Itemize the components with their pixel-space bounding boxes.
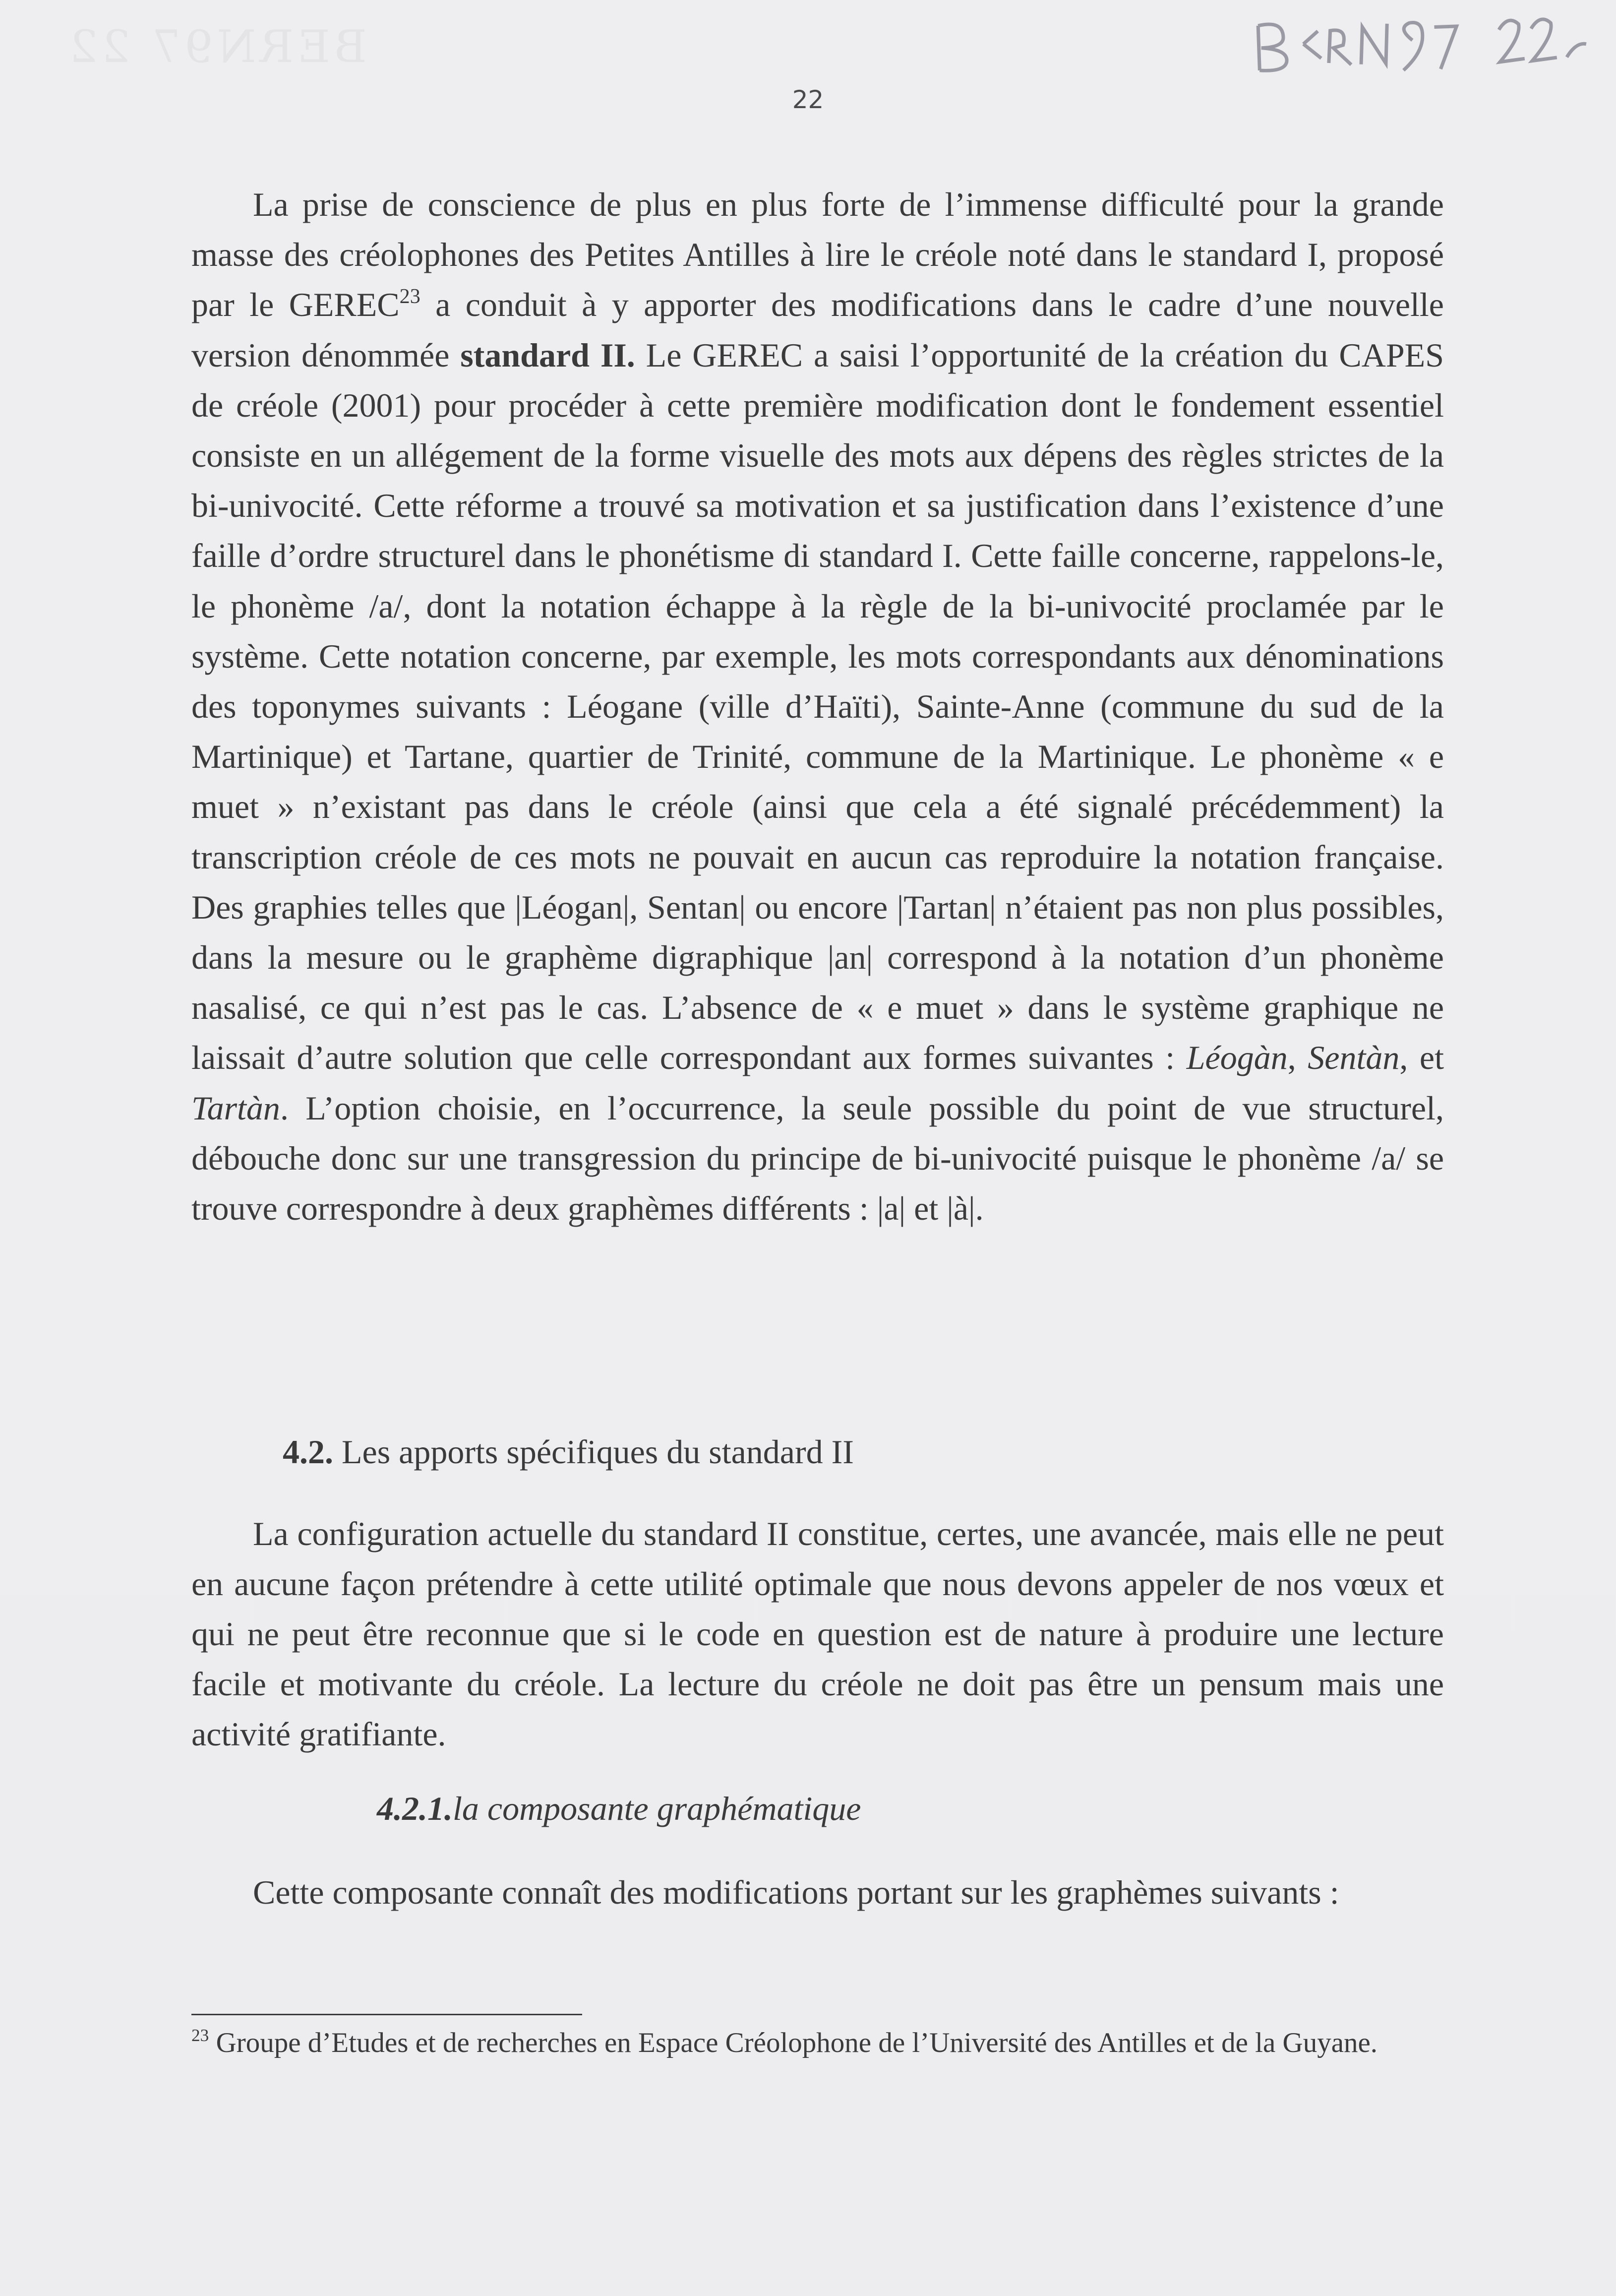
svg-text:BERN97 22: BERN97 22 bbox=[65, 21, 367, 73]
page-number: 22 bbox=[792, 85, 824, 114]
handwritten-reference-mark bbox=[1248, 0, 1608, 99]
footnote-23 bbox=[191, 2023, 1444, 2063]
section-title: Les apports spécifiques du standard II bbox=[333, 1433, 854, 1471]
footnote-separator bbox=[191, 2014, 582, 2015]
section-heading-4-2 bbox=[283, 1432, 854, 1472]
subsection-title: la composante graphématique bbox=[453, 1790, 861, 1827]
subsection-number: 4.2.1. bbox=[377, 1790, 453, 1827]
paragraph-1-text-b: a conduit à y apporter des modifications dans le cadre d’une nouvelle version dénommée bbox=[191, 286, 1444, 374]
separator-1: , bbox=[1287, 1039, 1308, 1077]
handwritten-reference-graphic bbox=[1248, 0, 1607, 86]
paragraph-1-text-d: . L’option choisie, en l’occurrence, la seule possible du point de vue structurel, débouche donc sur une transgression du principe de bi-univocité puisque le phonème /a/ se trouve correspondre à deux graphèmes différents : |a| et |à|. bbox=[191, 1089, 1444, 1228]
ghost-stamp-bleedthrough bbox=[20, 20, 367, 85]
paragraph-1-text-c: Le GEREC a saisi l’opportunité de la création du CAPES de créole (2001) pour procéder à cette première modification dont le fondement essentiel consiste en un allégement de la forme visuelle des mots aux dépens des règles strictes de la bi-univocité. Cette réforme a trouvé sa motivation et sa justification dans l’existence d’une faille d’ordre structurel dans le phonétisme di standard I. Cette faille concerne, rappelons-le, le phonème /a/, dont la notation échappe à la règle de la bi-univocité proclamée par le système. Cette notation concerne, par exemple, les mots correspondants aux dénominations des toponymes suivants : Léogane (ville d’Haïti), Sainte-Anne (commune du sud de la Martinique) et Tartane, quartier de Trinité, commune de la Martinique. Le phonème « e muet » n’existant pas dans le créole (ainsi que cela a été signalé précédemment) la transcription créole de ces mots ne pouvait en aucun cas reproduire la notation française. Des graphies telles que |Léogan|, Sentan| ou encore |Tartan| n’étaient pas non plus possibles, dans la mesure ou le graphème digraphique |an| correspond à la notation d’un phonème nasalisé, ce qui n’est pas le cas. L’absence de « e muet » dans le système graphique ne laissait d’autre solution que celle correspondant aux formes suivantes : bbox=[191, 336, 1444, 1077]
section-number: 4.2. bbox=[283, 1433, 333, 1471]
paragraph-standard-ii-intro bbox=[191, 180, 1444, 1234]
ghost-stamp-graphic bbox=[20, 20, 367, 74]
footnote-text: Groupe d’Etudes et de recherches en Espace Créolophone de l’Université des Antilles et de la Guyane. bbox=[209, 2027, 1378, 2058]
separator-2: , et bbox=[1399, 1039, 1444, 1077]
footnote-reference: 23 bbox=[399, 285, 420, 309]
paragraph-graphemes: Cette composante connaît des modifications portant sur les graphèmes suivants : bbox=[253, 1873, 1339, 1911]
italic-form-leogan: Léogàn bbox=[1186, 1039, 1288, 1077]
paragraph-configuration: La configuration actuelle du standard II constitue, certes, une avancée, mais elle ne peut en aucune façon prétendre à cette utilité optimale que nous devons appeler de nos vœux et qui ne peut être reconnue que si le code en question est de nature à produire une lecture facile et motivante du créole. La lecture du créole ne doit pas être un pensum mais une activité gratifiante. bbox=[191, 1515, 1444, 1753]
italic-form-tartan: Tartàn bbox=[191, 1089, 280, 1127]
italic-form-sentan: Sentàn bbox=[1308, 1039, 1400, 1077]
footnote-marker: 23 bbox=[191, 2026, 209, 2046]
subheading-4-2-1 bbox=[377, 1789, 861, 1828]
bold-term-standard-ii: standard II. bbox=[460, 336, 635, 374]
paragraph-1-text-a: La prise de conscience de plus en plus forte de l’immense difficulté pour la grande masse des créolophones des Petites Antilles à lire le créole noté dans le standard I, proposé par le GEREC bbox=[191, 186, 1444, 324]
